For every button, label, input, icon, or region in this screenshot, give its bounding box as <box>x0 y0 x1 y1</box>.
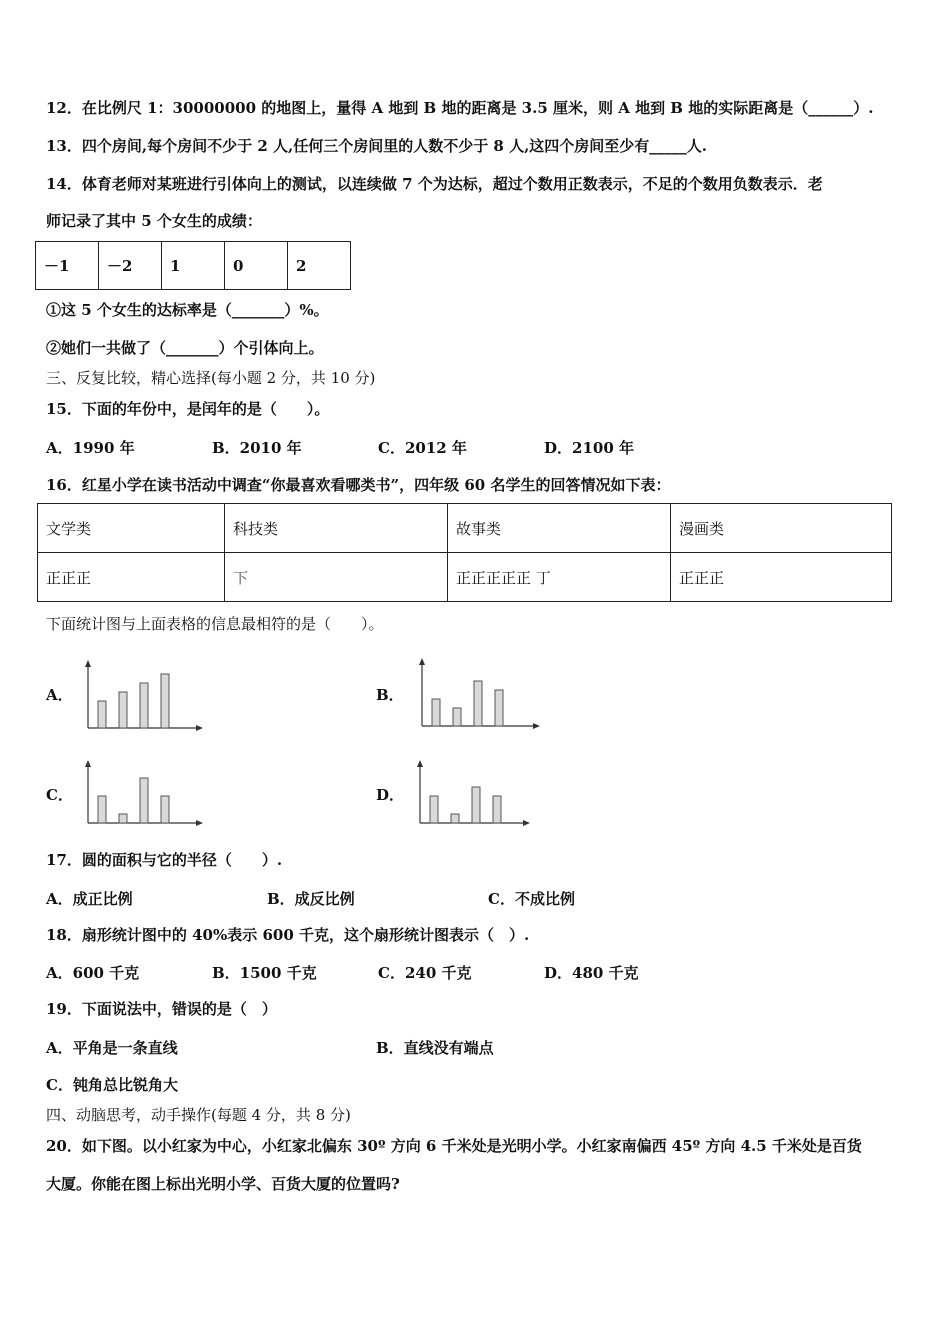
bar <box>495 690 503 726</box>
question-18: 18．扇形统计图中的 40%表示 600 千克，这个扇形统计图表示（ ）. <box>46 926 530 944</box>
bar-chart-option-b <box>414 656 542 731</box>
x-axis-arrow <box>196 820 203 826</box>
question-16-prompt: 下面统计图与上面表格的信息最相符的是（ ）。 <box>46 615 384 633</box>
q15-option-d: D．2100 年 <box>544 439 634 457</box>
q16-option-b: B． <box>376 686 404 704</box>
survey-header-cell: 故事类 <box>448 504 671 553</box>
bar <box>474 681 482 726</box>
q18-option-d: D．480 千克 <box>544 964 639 982</box>
q15-option-a: A．1990 年 <box>46 439 135 457</box>
x-axis-arrow <box>533 723 540 729</box>
bar <box>430 796 438 823</box>
bar <box>98 796 106 823</box>
question-14-line2: 师记录了其中 5 个女生的成绩： <box>46 212 262 230</box>
survey-header-cell: 文学类 <box>38 504 225 553</box>
bar <box>140 778 148 823</box>
x-axis-arrow <box>523 820 530 826</box>
bar <box>451 814 459 823</box>
bar <box>493 796 501 823</box>
bar-chart-option-c <box>80 758 205 828</box>
y-axis-arrow <box>419 658 425 665</box>
q17-option-a: A．成正比例 <box>46 890 133 908</box>
bar <box>161 674 169 728</box>
survey-tally-cell: 正正正 <box>671 553 892 602</box>
survey-table <box>37 503 892 602</box>
q19-option-c: C．钝角总比锐角大 <box>46 1076 178 1094</box>
q16-option-c: C． <box>46 786 73 804</box>
bar <box>119 814 127 823</box>
q18-option-b: B．1500 千克 <box>212 964 317 982</box>
bar <box>432 699 440 726</box>
question-13: 13．四个房间,每个房间不少于 2 人,任何三个房间里的人数不少于 8 人,这四个房间至少有_____人. <box>46 137 708 155</box>
q17-option-b: B．成反比例 <box>267 890 355 908</box>
section-3-heading: 三、反复比较，精心选择(每小题 2 分，共 10 分) <box>46 369 376 387</box>
y-axis-arrow <box>85 760 91 767</box>
score-cell: 1 <box>162 242 225 290</box>
survey-tally-cell: 正正正 <box>38 553 225 602</box>
survey-header-cell: 漫画类 <box>671 504 892 553</box>
section-4-heading: 四、动脑思考，动手操作(每题 4 分，共 8 分) <box>46 1106 351 1124</box>
q18-option-a: A．600 千克 <box>46 964 140 982</box>
q19-option-a: A．平角是一条直线 <box>46 1039 178 1057</box>
bar-chart-option-a <box>80 658 205 733</box>
y-axis-arrow <box>417 760 423 767</box>
question-12: 12．在比例尺 1：30000000 的地图上，量得 A 地到 B 地的距离是 3.5 厘米，则 A 地到 B 地的实际距离是（______）. <box>46 99 874 117</box>
question-20-line2: 大厦。你能在图上标出光明小学、百货大厦的位置吗? <box>46 1175 400 1193</box>
score-cell: 0 <box>225 242 288 290</box>
q15-option-c: C．2012 年 <box>378 439 467 457</box>
bar <box>472 787 480 823</box>
bar <box>98 701 106 728</box>
q16-option-d: D． <box>376 786 405 804</box>
question-14-sub1: ①这 5 个女生的达标率是（_______）%。 <box>46 301 329 319</box>
score-cell: 2 <box>288 242 351 290</box>
survey-tally-cell: 正正正正正 丁 <box>448 553 671 602</box>
q17-option-c: C．不成比例 <box>488 890 575 908</box>
x-axis-arrow <box>196 725 203 731</box>
y-axis-arrow <box>85 660 91 667</box>
bar <box>140 683 148 728</box>
question-16: 16．红星小学在读书活动中调查“你最喜欢看哪类书”，四年级 60 名学生的回答情况如下表： <box>46 476 671 494</box>
question-14-sub2: ②她们一共做了（_______）个引体向上。 <box>46 339 324 357</box>
q16-option-a: A． <box>46 686 73 704</box>
question-14-line1: 14．体育老师对某班进行引体向上的测试，以连续做 7 个为达标，超过个数用正数表示，不足的个数用负数表示．老 <box>46 175 823 193</box>
bar <box>453 708 461 726</box>
scores-table <box>35 241 351 290</box>
question-20-line1: 20．如下图。以小红家为中心，小红家北偏东 30º 方向 6 千米处是光明小学。小红家南偏西 45º 方向 4.5 千米处是百货 <box>46 1137 862 1155</box>
score-cell: －2 <box>99 242 162 290</box>
q18-option-c: C．240 千克 <box>378 964 472 982</box>
question-15: 15．下面的年份中，是闰年的是（ ）。 <box>46 400 330 418</box>
question-19: 19．下面说法中，错误的是（ ） <box>46 1000 277 1018</box>
score-cell: －1 <box>36 242 99 290</box>
survey-header-cell: 科技类 <box>225 504 448 553</box>
survey-tally-cell: 下 <box>225 553 448 602</box>
bar <box>161 796 169 823</box>
q19-option-b: B．直线没有端点 <box>376 1039 494 1057</box>
bar <box>119 692 127 728</box>
q15-option-b: B．2010 年 <box>212 439 302 457</box>
bar-chart-option-d <box>412 758 532 828</box>
question-17: 17．圆的面积与它的半径（ ）. <box>46 851 283 869</box>
